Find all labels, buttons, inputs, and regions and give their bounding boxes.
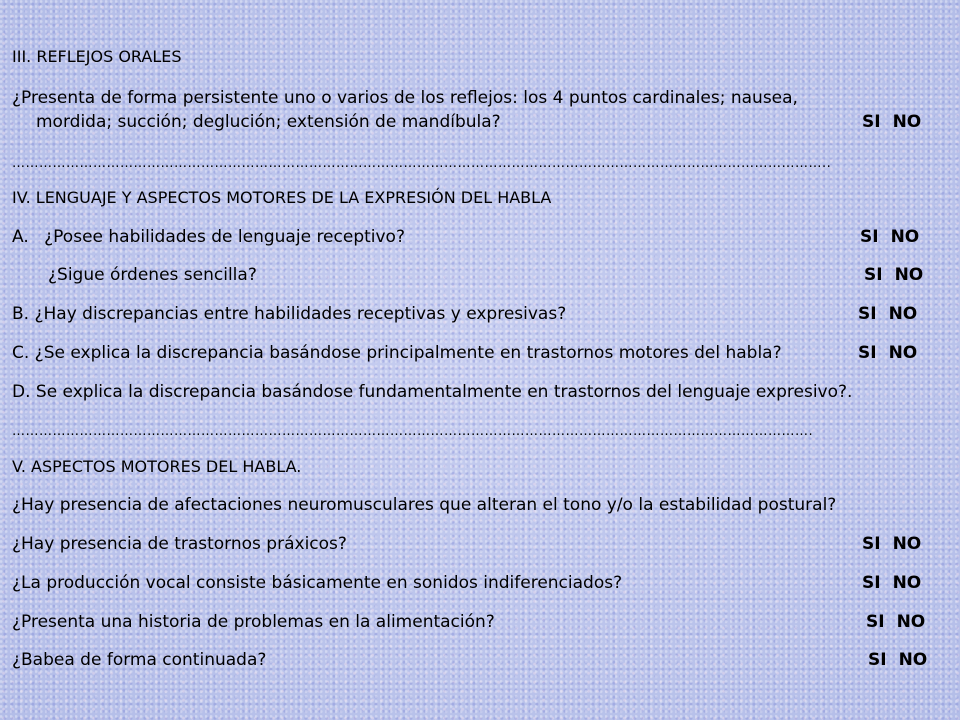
section-5-question-4: ¿Presenta una historia de problemas en la alimentación?: [12, 612, 495, 632]
answer-si: SI: [860, 227, 879, 247]
section-3-title: III. REFLEJOS ORALES: [12, 47, 182, 66]
answer-no: NO: [892, 573, 922, 593]
answer-no: NO: [898, 650, 928, 670]
section-5-title: V. ASPECTOS MOTORES DEL HABLA.: [12, 457, 302, 476]
question-c: C. ¿Se explica la discrepancia basándose principalmente en trastornos motores del habla?: [12, 343, 782, 363]
answer-si: SI: [862, 112, 881, 132]
section-5-question-3: ¿La producción vocal consiste básicamente en sonidos indiferenciados?: [12, 573, 623, 593]
question-a-text: ¿Posee habilidades de lenguaje receptivo?: [44, 227, 405, 247]
answer-no: NO: [888, 343, 918, 363]
section-4-title: IV. LENGUAJE Y ASPECTOS MOTORES DE LA EXPRESIÓN DEL HABLA: [12, 188, 552, 207]
answer-no: NO: [894, 265, 924, 285]
answer-si-no-c: [858, 342, 917, 364]
question-b: B. ¿Hay discrepancias entre habilidades receptivas y expresivas?: [12, 304, 567, 324]
answer-no: NO: [888, 304, 918, 324]
answer-si: SI: [858, 304, 877, 324]
section-3-question-line-2: mordida; succión; deglución; extensión de mandíbula?: [36, 112, 501, 132]
answer-si: SI: [866, 612, 885, 632]
answer-si-no-a: [860, 226, 919, 248]
answer-si-no-alimentacion: [866, 611, 925, 633]
section-5-question-2: ¿Hay presencia de trastornos práxicos?: [12, 534, 347, 554]
answer-no: NO: [892, 534, 922, 554]
answer-si-no-vocal: [862, 572, 921, 594]
answer-si-no-b: [858, 303, 917, 325]
answer-no: NO: [892, 112, 922, 132]
section-5-question-1: ¿Hay presencia de afectaciones neuromusculares que alteran el tono y/o la estabilidad postural?: [12, 495, 837, 515]
answer-no: NO: [896, 612, 926, 632]
answer-si: SI: [868, 650, 887, 670]
dotted-separator: ………………………………………………………………………………………………………………………………………………………………..: [12, 156, 832, 171]
answer-si-no-ordenes: [864, 264, 923, 286]
question-a-receptivo: [12, 226, 942, 248]
answer-si-no-babea: [868, 649, 927, 671]
answer-si: SI: [858, 343, 877, 363]
answer-si: SI: [862, 573, 881, 593]
question-d: D. Se explica la discrepancia basándose fundamentalmente en trastornos del lenguaje expresivo?.: [12, 382, 853, 402]
dotted-separator: …………………………………………………………………………………………………………………………………………………………….: [12, 424, 814, 439]
section-3-question-line-1: ¿Presenta de forma persistente uno o varios de los reflejos: los 4 puntos cardinales; nausea,: [12, 88, 798, 108]
answer-si: SI: [864, 265, 883, 285]
answer-no: NO: [890, 227, 920, 247]
answer-si: SI: [862, 534, 881, 554]
answer-si-no-reflejos: [862, 111, 921, 133]
section-5-question-5: ¿Babea de forma continuada?: [12, 650, 267, 670]
answer-si-no-praxicos: [862, 533, 921, 555]
item-label-a: A.: [12, 227, 29, 247]
question-a-ordenes: ¿Sigue órdenes sencilla?: [48, 265, 257, 285]
